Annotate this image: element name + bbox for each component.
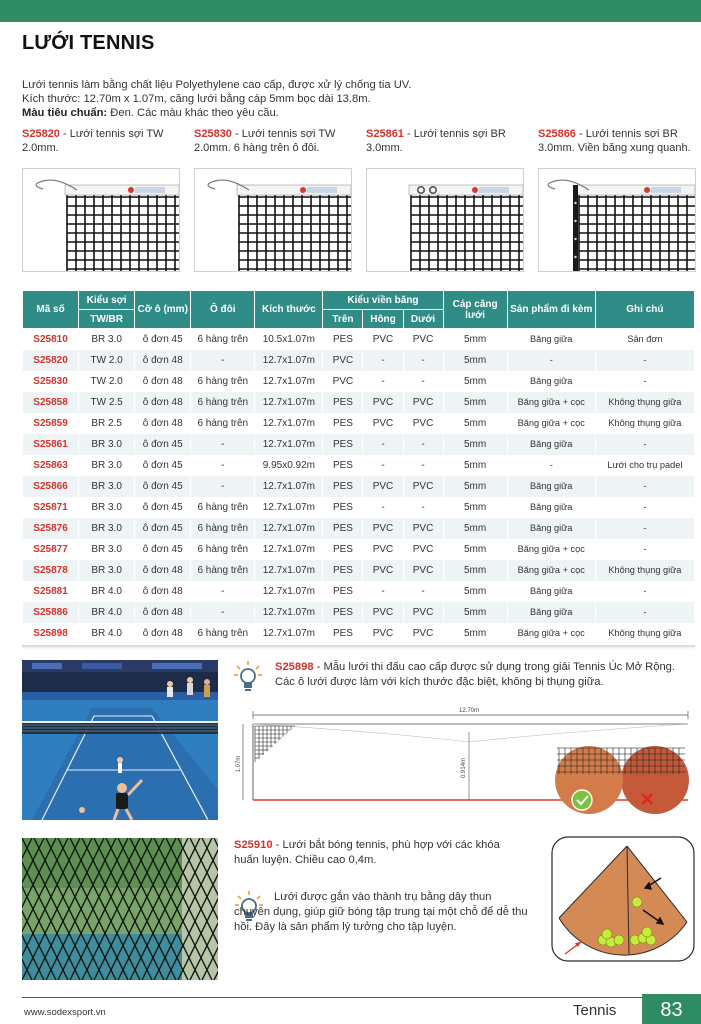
table-cell: PES [323,602,363,623]
table-cell: 5mm [443,350,507,371]
table-row [23,560,695,581]
ball-stop-net-photo [22,838,218,980]
standard-color-value: Đen. Các màu khác theo yêu cầu. [107,107,279,119]
table-row [23,392,695,413]
table-cell: - [363,581,403,602]
product-code-cell: S25810 [23,329,79,350]
product-desc: - Lưới tennis sợi BR 3.0mm. [366,128,506,154]
table-cell: 12.7x1.07m [255,518,323,539]
table-cell: ô đơn 48 [135,560,191,581]
note-text: - Lưới bắt bóng tennis, phù hợp với các khóa huấn luyện. Chiều cao 0,4m. [234,839,500,866]
table-cell: - [595,371,694,392]
header-kieu-soi: Kiểu sợi [79,291,135,310]
product-code-cell: S25898 [23,623,79,644]
footer-divider [22,997,642,998]
net-picture [367,169,523,271]
table-cell: Không thụng giữa [595,560,694,581]
product-code-cell: S25859 [23,413,79,434]
table-cell: BR 3.0 [79,476,135,497]
table-cell: PVC [403,560,443,581]
table-cell: Sân đơn [595,329,694,350]
table-row [23,476,695,497]
table-cell: ô đơn 48 [135,371,191,392]
table-cell: ô đơn 45 [135,476,191,497]
table-row [23,413,695,434]
table-cell: PVC [363,623,403,644]
table-row [23,602,695,623]
net-image-s25830 [194,168,352,272]
note-code: S25910 [234,839,273,851]
net-image-s25820 [22,168,180,272]
table-cell: - [363,371,403,392]
table-cell: PES [323,581,363,602]
table-cell: - [403,455,443,476]
table-cell: TW 2.5 [79,392,135,413]
table-cell: 5mm [443,455,507,476]
table-row [23,371,695,392]
table-cell: - [363,455,403,476]
table-cell: PVC [363,539,403,560]
table-row [23,581,695,602]
table-cell: - [595,539,694,560]
table-cell: 12.7x1.07m [255,560,323,581]
table-cell: BR 3.0 [79,455,135,476]
table-cell: - [595,497,694,518]
table-cell: ô đơn 45 [135,434,191,455]
product-code-cell: S25820 [23,350,79,371]
table-cell: 5mm [443,413,507,434]
table-cell: - [363,350,403,371]
header-kich-thuoc: Kích thước [255,291,323,329]
table-cell: Băng giữa + cọc [507,539,595,560]
header-kieu-vien-bang: Kiểu viền băng [323,291,443,310]
table-cell: BR 3.0 [79,497,135,518]
table-row [23,623,695,644]
table-cell: - [507,350,595,371]
table-cell: 5mm [443,497,507,518]
note-code: S25898 [275,661,314,673]
table-cell: PVC [363,476,403,497]
net-picture [539,169,695,271]
table-cell: - [191,476,255,497]
table-row [23,350,695,371]
table-cell: 5mm [443,581,507,602]
product-captions [22,127,698,173]
intro-line-1: Lưới tennis làm bằng chất liệu Polyethylene cao cấp, được xử lý chống tia UV. [22,79,412,91]
net-picture [23,169,179,271]
table-cell: ô đơn 45 [135,329,191,350]
table-cell: - [595,434,694,455]
table-cell: Lưới cho trụ padel [595,455,694,476]
table-cell: Băng giữa [507,434,595,455]
ball-stop-diagram [551,836,695,962]
table-cell: PES [323,539,363,560]
table-cell: 6 hàng trên [191,371,255,392]
table-cell: 9.95x0.92m [255,455,323,476]
header-co-o: Cỡ ô (mm) [135,291,191,329]
product-code-cell: S25878 [23,560,79,581]
product-code: S25820 [22,128,60,140]
page-number: 83 [642,994,701,1024]
product-code-cell: S25876 [23,518,79,539]
width-label: 12.70m [458,708,480,714]
table-cell: Băng giữa + cọc [507,560,595,581]
table-cell: BR 4.0 [79,581,135,602]
table-cell: - [363,434,403,455]
court-photo [22,660,218,820]
table-cell: 12.7x1.07m [255,371,323,392]
table-cell: PVC [403,539,443,560]
table-cell: PVC [323,350,363,371]
product-code-cell: S25877 [23,539,79,560]
height-label: 1.07m [236,755,242,773]
table-cell: - [191,455,255,476]
lightbulb-icon [233,660,263,694]
table-row [23,497,695,518]
table-cell: - [595,350,694,371]
table-cell: 5mm [443,476,507,497]
table-cell: BR 3.0 [79,329,135,350]
page-title: LƯỚI TENNIS [22,32,155,54]
table-cell: 5mm [443,518,507,539]
table-cell: 5mm [443,329,507,350]
table-cell: ô đơn 48 [135,623,191,644]
table-cell: Băng giữa + cọc [507,392,595,413]
table-row [23,455,695,476]
table-cell: - [595,581,694,602]
product-caption [366,127,524,155]
spec-table-body [23,329,695,644]
table-cell: Băng giữa + cọc [507,413,595,434]
table-cell: 6 hàng trên [191,413,255,434]
table-cell: 5mm [443,623,507,644]
table-cell: - [363,497,403,518]
standard-color-label: Màu tiêu chuẩn: [22,107,108,119]
table-cell: - [403,350,443,371]
table-cell: Không thụng giữa [595,392,694,413]
table-cell: 12.7x1.07m [255,602,323,623]
table-cell: 12.7x1.07m [255,392,323,413]
table-cell: 5mm [443,539,507,560]
product-code-cell: S25861 [23,434,79,455]
table-cell: 12.7x1.07m [255,413,323,434]
table-cell: PES [323,560,363,581]
table-cell: 12.7x1.07m [255,350,323,371]
table-cell: - [595,602,694,623]
table-row [23,329,695,350]
table-cell: 5mm [443,434,507,455]
header-tren: Trên [323,310,363,329]
table-cell: 12.7x1.07m [255,623,323,644]
product-caption [194,127,352,155]
note-s25898 [275,660,695,690]
table-cell: ô đơn 48 [135,413,191,434]
header-o-doi: Ô đôi [191,291,255,329]
table-cell: PES [323,455,363,476]
table-cell: BR 2.5 [79,413,135,434]
table-cell: PVC [363,602,403,623]
table-cell: 6 hàng trên [191,623,255,644]
table-cell: Băng giữa [507,476,595,497]
table-cell: Băng giữa [507,329,595,350]
table-cell: 6 hàng trên [191,539,255,560]
product-code-cell: S25871 [23,497,79,518]
table-cell: 6 hàng trên [191,329,255,350]
table-cell: TW 2.0 [79,350,135,371]
table-cell: BR 3.0 [79,434,135,455]
table-cell: 5mm [443,371,507,392]
product-code-cell: S25858 [23,392,79,413]
intro-line-2: Kích thước: 12.70m x 1.07m, căng lưới bằng cáp 5mm bọc dài 13.8m. [22,93,371,105]
table-cell: Băng giữa [507,518,595,539]
table-cell: BR 3.0 [79,518,135,539]
header-san-pham: Sản phẩm đi kèm [507,291,595,329]
product-code-cell: S25881 [23,581,79,602]
product-code-cell: S25830 [23,371,79,392]
table-cell: PVC [403,413,443,434]
table-cell: 5mm [443,602,507,623]
table-cell: - [403,497,443,518]
table-cell: PVC [403,392,443,413]
table-cell: BR 4.0 [79,623,135,644]
table-cell: PES [323,497,363,518]
table-cell: Băng giữa + cọc [507,623,595,644]
table-cell: 12.7x1.07m [255,476,323,497]
table-cell: - [403,434,443,455]
product-code-cell: S25863 [23,455,79,476]
table-cell: Băng giữa [507,581,595,602]
table-cell: PVC [323,371,363,392]
spec-table [22,290,695,644]
product-code: S25861 [366,128,404,140]
note-text: - Mẫu lưới thi đấu cao cấp được sử dụng trong giải Tennis Úc Mở Rộng. Các ô lưới được làm với kích thước đặc biệt, không bị thụng giữa. [275,661,675,688]
net-image-s25866 [538,168,696,272]
table-cell: 6 hàng trên [191,560,255,581]
footer-website: www.sodexsport.vn [24,1007,106,1018]
product-code: S25830 [194,128,232,140]
table-cell: - [191,581,255,602]
table-cell: - [403,371,443,392]
table-cell: PVC [403,329,443,350]
table-cell: PVC [403,476,443,497]
table-cell: PVC [403,623,443,644]
header-duoi: Dưới [403,310,443,329]
table-cell: 6 hàng trên [191,518,255,539]
table-cell: 5mm [443,560,507,581]
table-cell: ô đơn 45 [135,518,191,539]
net-image-s25861 [366,168,524,272]
header-ma-so: Mã số [23,291,79,329]
table-cell: - [507,455,595,476]
table-cell: PES [323,518,363,539]
product-desc: - Lưới tennis sợi BR 3.0mm. Viền băng xung quanh. [538,128,691,154]
table-cell: PVC [363,392,403,413]
table-cell: BR 3.0 [79,560,135,581]
table-cell: PVC [363,329,403,350]
table-cell: 12.7x1.07m [255,497,323,518]
table-cell: 12.7x1.07m [255,539,323,560]
table-cell: PVC [403,602,443,623]
table-cell: PVC [363,518,403,539]
product-code-cell: S25866 [23,476,79,497]
footer-section-name: Tennis [573,1002,617,1019]
table-cell: 12.7x1.07m [255,581,323,602]
table-cell: PVC [363,413,403,434]
product-caption [22,127,180,155]
table-cell: 5mm [443,392,507,413]
intro-standard-color [22,106,672,120]
table-cell: Băng giữa [507,602,595,623]
header-tw-br: TW/BR [79,310,135,329]
table-cell: - [191,434,255,455]
table-cell: - [403,581,443,602]
net-picture [195,169,351,271]
table-cell: - [191,350,255,371]
product-code: S25866 [538,128,576,140]
table-cell: PES [323,434,363,455]
net-dimension-diagram [233,702,695,820]
table-cell: PES [323,476,363,497]
table-cell: ô đơn 48 [135,350,191,371]
table-cell: ô đơn 48 [135,581,191,602]
table-cell: - [595,476,694,497]
center-height-label: 0.914m [461,757,467,779]
table-cell: TW 2.0 [79,371,135,392]
table-cell: PVC [403,518,443,539]
table-cell: Băng giữa [507,497,595,518]
table-cell: ô đơn 45 [135,539,191,560]
table-cell: 6 hàng trên [191,497,255,518]
product-caption [538,127,696,157]
table-cell: 6 hàng trên [191,392,255,413]
table-cell: PES [323,329,363,350]
note-s25910 [234,838,524,868]
table-cell: Băng giữa [507,371,595,392]
table-cell: PES [323,392,363,413]
table-cell: PVC [363,560,403,581]
top-color-bar [0,0,701,22]
table-cell: ô đơn 48 [135,602,191,623]
table-cell: ô đơn 48 [135,392,191,413]
header-ghi-chu: Ghi chú [595,291,694,329]
table-cell: 12.7x1.07m [255,434,323,455]
intro-text [22,78,672,120]
product-desc: - Lưới tennis sợi TW 2.0mm. [22,128,164,154]
note-text: Lưới được gắn vào thành trụ bằng dây thun chuyên dụng, giúp giữ bóng tập trung tại một chỗ để dễ thu hồi. Đây là sản phẩm lý tưởng cho tập luyện. [234,891,528,933]
table-shadow [22,645,695,649]
table-cell: ô đơn 45 [135,455,191,476]
table-cell: Không thụng giữa [595,413,694,434]
product-desc: - Lưới tennis sợi TW 2.0mm. 6 hàng trên ô đôi. [194,128,336,154]
table-cell: Không thụng giữa [595,623,694,644]
table-cell: BR 4.0 [79,602,135,623]
header-hong: Hông [363,310,403,329]
table-cell: ô đơn 45 [135,497,191,518]
table-cell: PES [323,623,363,644]
table-row [23,539,695,560]
table-cell: 10.5x1.07m [255,329,323,350]
header-cap-cang: Cáp căng lưới [443,291,507,329]
product-code-cell: S25886 [23,602,79,623]
note-ball-stop-install [234,890,530,935]
table-cell: - [595,518,694,539]
table-row [23,434,695,455]
table-row [23,518,695,539]
table-cell: - [191,602,255,623]
table-cell: PES [323,413,363,434]
table-cell: BR 3.0 [79,539,135,560]
